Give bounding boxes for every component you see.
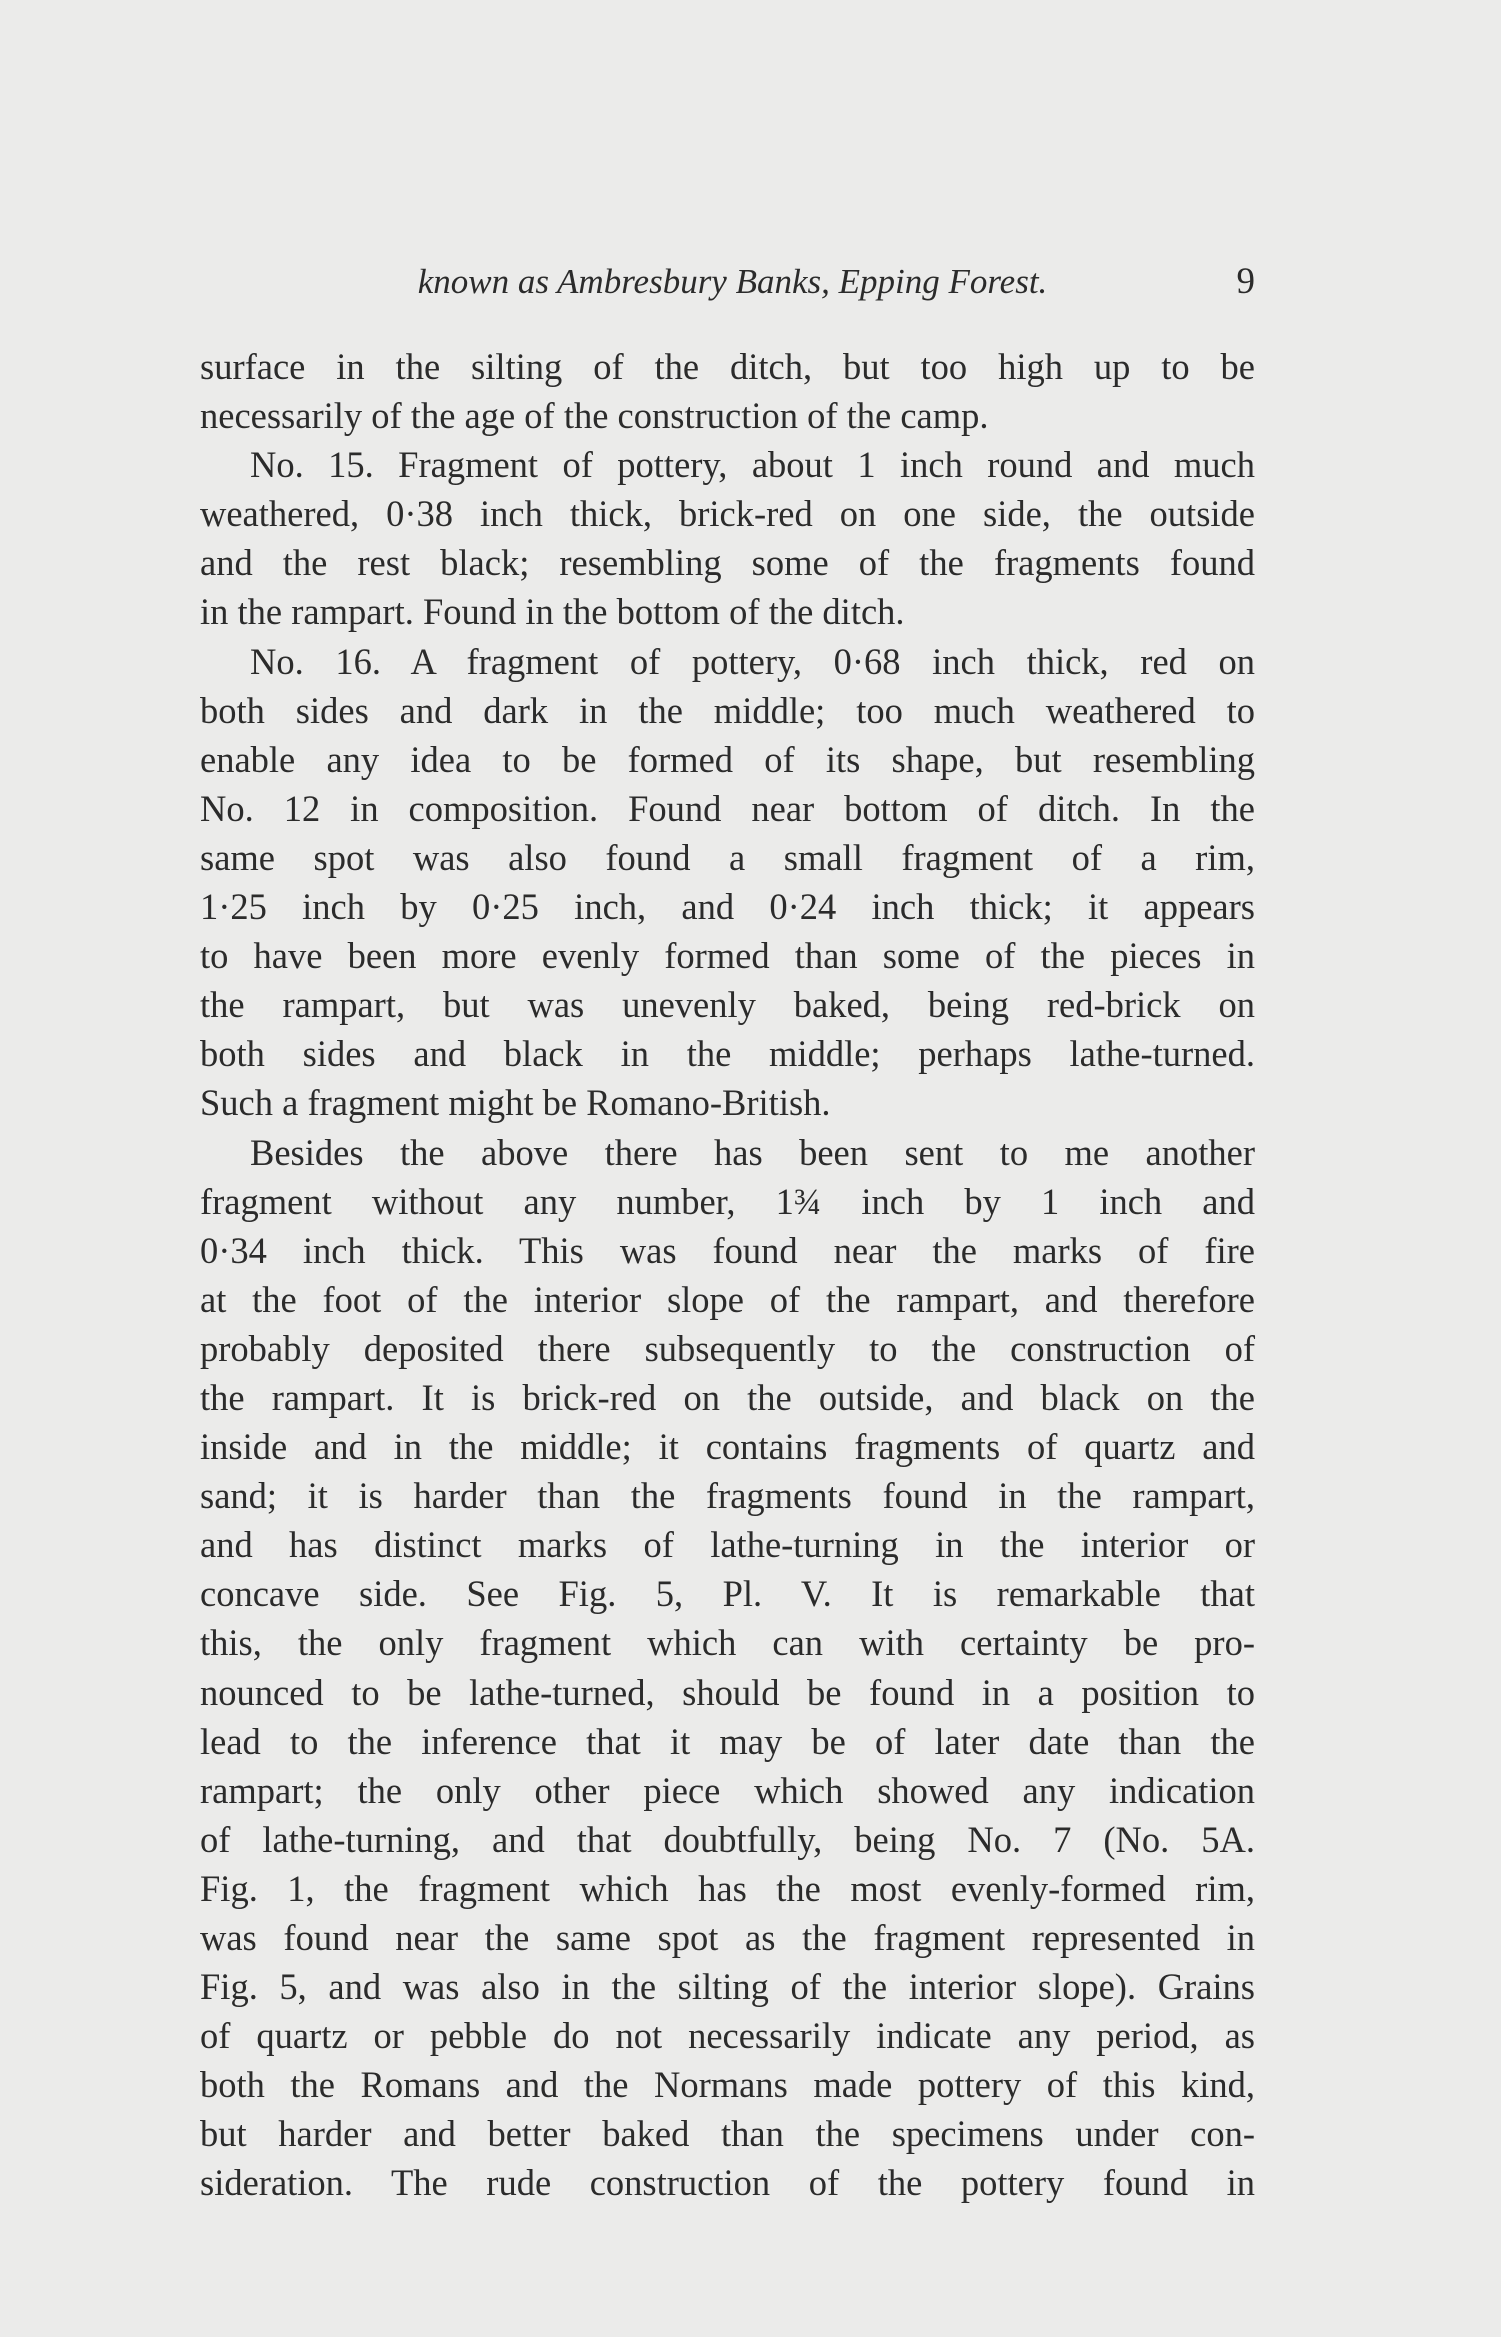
text-line: sideration. The rude construction of the pottery found in <box>200 2162 1255 2204</box>
body-text <box>200 342 1255 2208</box>
text-line: Such a fragment might be Romano-British. <box>200 1082 831 1124</box>
text-line: nounced to be lathe-turned, should be found in a position to <box>200 1671 1255 1713</box>
text-line: lead to the inference that it may be of later date than the <box>200 1720 1255 1762</box>
text-line: this, the only fragment which can with certainty be pro- <box>200 1622 1255 1664</box>
text-line: both the Romans and the Normans made pottery of this kind, <box>200 2064 1255 2106</box>
text-line: Fig. 5, and was also in the silting of the interior slope). Grains <box>200 1966 1255 2008</box>
text-line: the rampart, but was unevenly baked, being red-brick on <box>200 984 1255 1026</box>
text-line: Fig. 1, the fragment which has the most evenly-formed rim, <box>200 1867 1255 1909</box>
text-line: concave side. See Fig. 5, Pl. V. It is remarkable that <box>200 1573 1255 1615</box>
text-line: No. 12 in composition. Found near bottom of ditch. In the <box>200 787 1255 829</box>
text-line: No. 16. A fragment of pottery, 0·68 inch thick, red on <box>250 640 1255 682</box>
text-line: was found near the same spot as the fragment represented in <box>200 1917 1255 1958</box>
text-line: same spot was also found a small fragment of a rim, <box>200 836 1255 878</box>
text-line: probably deposited there subsequently to the construction of <box>200 1327 1255 1369</box>
text-line: surface in the silting of the ditch, but too high up to be <box>200 346 1255 387</box>
text-line: both sides and dark in the middle; too much weathered to <box>200 689 1255 731</box>
text-line: to have been more evenly formed than some of the pieces in <box>200 935 1255 977</box>
text-line: necessarily of the age of the construction of the camp. <box>200 395 989 437</box>
text-line: No. 15. Fragment of pottery, about 1 inch round and much <box>250 444 1255 486</box>
text-line: and the rest black; resembling some of the fragments found <box>200 542 1255 584</box>
text-line: weathered, 0·38 inch thick, brick-red on one side, the outside <box>200 493 1255 535</box>
text-line: enable any idea to be formed of its shape, but resembling <box>200 738 1255 780</box>
running-head <box>200 252 1255 312</box>
text-line: 0·34 inch thick. This was found near the marks of fire <box>200 1229 1255 1271</box>
running-title: known as Ambresbury Banks, Epping Forest. <box>417 262 1048 301</box>
paragraph-no-16 <box>200 637 1255 1128</box>
paragraph-continued <box>200 342 1255 440</box>
text-line: of quartz or pebble do not necessarily indicate any period, as <box>200 2015 1255 2057</box>
page-number: 9 <box>1236 261 1255 302</box>
text-line: and has distinct marks of lathe-turning in the interior or <box>200 1524 1255 1566</box>
text-line: of lathe-turning, and that doubtfully, being No. 7 (No. 5A. <box>200 1818 1255 1860</box>
text-line: Besides the above there has been sent to me another <box>250 1131 1255 1173</box>
text-line: in the rampart. Found in the bottom of the ditch. <box>200 591 905 633</box>
text-line: 1·25 inch by 0·25 inch, and 0·24 inch thick; it appears <box>200 886 1255 928</box>
paragraph-no-15 <box>200 440 1255 636</box>
text-line: the rampart. It is brick-red on the outside, and black on the <box>200 1376 1255 1418</box>
paragraph-besides <box>200 1128 1255 2208</box>
text-line: at the foot of the interior slope of the rampart, and therefore <box>200 1278 1255 1320</box>
text-line: sand; it is harder than the fragments found in the rampart, <box>200 1475 1255 1517</box>
text-line: rampart; the only other piece which showed any indication <box>200 1769 1255 1811</box>
text-line: both sides and black in the middle; perhaps lathe-turned. <box>200 1033 1255 1075</box>
text-line: fragment without any number, 1¾ inch by 1 inch and <box>200 1180 1255 1222</box>
text-line: inside and in the middle; it contains fragments of quartz and <box>200 1426 1255 1468</box>
text-line: but harder and better baked than the specimens under con- <box>200 2113 1255 2155</box>
